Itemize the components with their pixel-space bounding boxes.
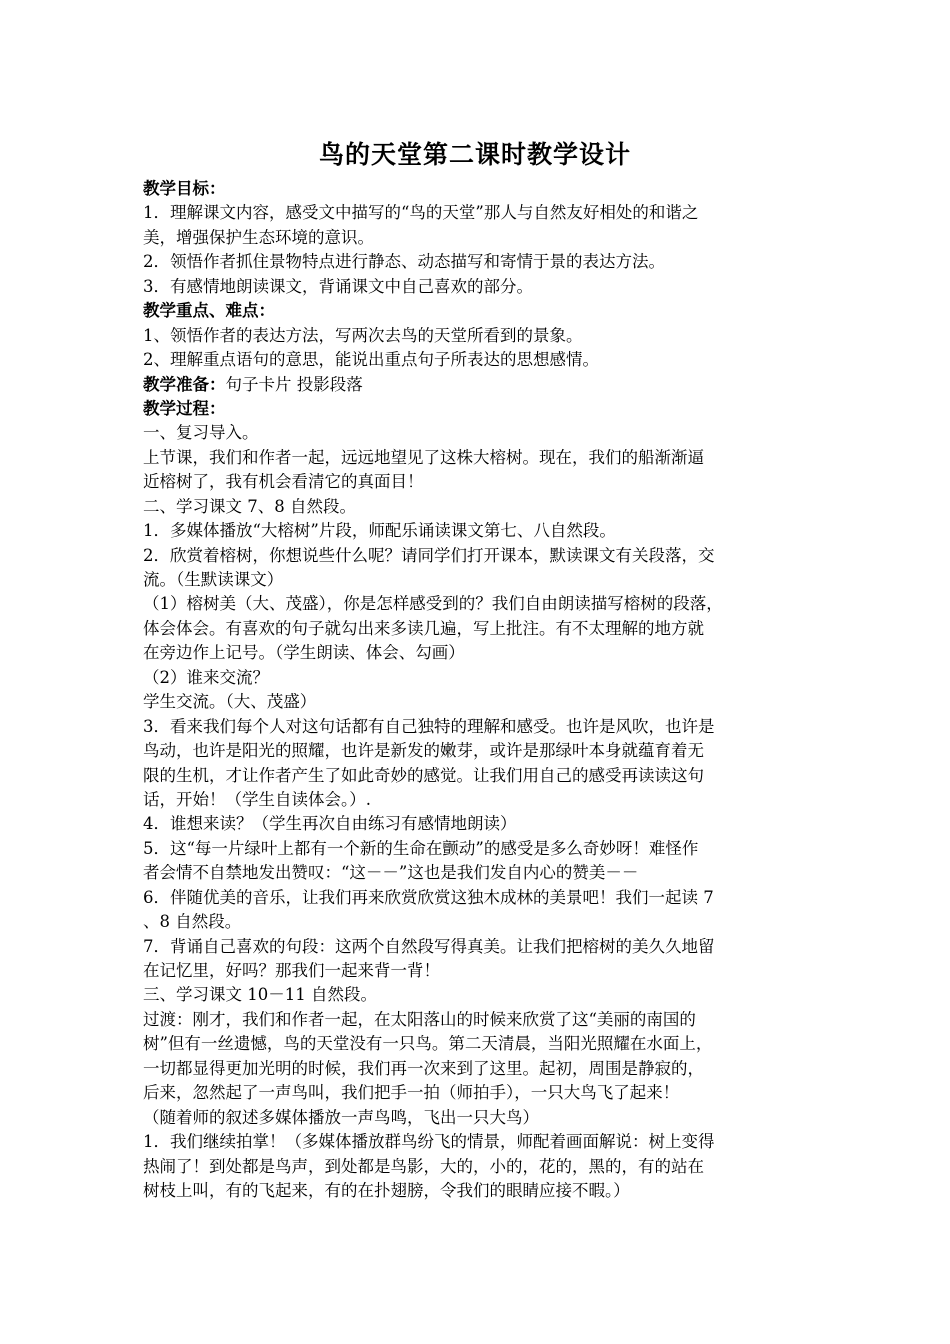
- document-body: [143, 177, 813, 1203]
- line-text: 二、学习课文 7、8 自然段。: [143, 496, 356, 516]
- line-text: 3．看来我们每个人对这句话都有自己独特的理解和感受。也许是风吹，也许是: [143, 716, 715, 736]
- text-line: [143, 324, 813, 348]
- text-line: [143, 544, 813, 568]
- line-text: 一切都显得更加光明的时候，我们再一次来到了这里。起初，周围是静寂的，: [143, 1058, 704, 1078]
- section-heading: 教学目标：: [143, 179, 226, 198]
- text-line: [143, 1106, 813, 1130]
- line-text: 1．理解课文内容，感受文中描写的“鸟的天堂”那人与自然友好相处的和谐之: [143, 203, 699, 223]
- text-line: [143, 592, 813, 616]
- text-line: [143, 226, 813, 250]
- text-line: [143, 983, 813, 1007]
- text-line: [143, 519, 813, 543]
- line-text: 4．谁想来读？（学生再次自由练习有感情地朗读）: [143, 814, 517, 834]
- line-text: 树枝上叫，有的飞起来，有的在扑翅膀，令我们的眼睛应接不暇。）: [143, 1180, 630, 1200]
- text-line: [143, 739, 813, 763]
- text-line: [143, 715, 813, 739]
- text-line: [143, 690, 813, 714]
- section-heading: 教学准备：: [143, 374, 226, 394]
- text-line: [143, 1155, 813, 1179]
- text-line: [143, 373, 813, 397]
- line-text: 3．有感情地朗读课文，背诵课文中自己喜欢的部分。: [143, 276, 533, 296]
- text-line: [143, 837, 813, 861]
- text-line: [143, 421, 813, 445]
- line-text: 限的生机，才让作者产生了如此奇妙的感觉。让我们用自己的感受再读读这句: [143, 765, 704, 785]
- line-text: 6．伴随优美的音乐，让我们再来欣赏欣赏这独木成林的美景吧！我们一起读 7: [143, 887, 714, 907]
- line-text: 三、学习课文 10－11 自然段。: [143, 985, 377, 1005]
- line-text: 一、复习导入。: [143, 423, 259, 443]
- text-line: [143, 348, 813, 372]
- line-text: 鸟动，也许是阳光的照耀，也许是新发的嫩芽，或许是那绿叶本身就蕴育着无: [143, 741, 704, 761]
- page-title: 鸟的天堂第二课时教学设计: [318, 140, 631, 169]
- text-line: [143, 495, 813, 519]
- line-text: （2）谁来交流？: [143, 667, 269, 687]
- line-text: 2．领悟作者抓住景物特点进行静态、动态描写和寄情于景的表达方法。: [143, 252, 665, 272]
- line-text: 体会体会。有喜欢的句子就勾出来多读几遍，写上批注。有不太理解的地方就: [143, 618, 704, 638]
- text-line: [143, 250, 813, 274]
- line-text: （随着师的叙述多媒体播放一声鸟鸣，飞出一只大鸟）: [143, 1107, 539, 1127]
- text-line: [143, 470, 813, 494]
- line-text: 2．欣赏着榕树，你想说些什么呢？请同学们打开课本，默读课文有关段落，交: [143, 545, 715, 565]
- section-heading: 教学过程：: [143, 398, 226, 418]
- text-line: [143, 812, 813, 836]
- line-text: 在旁边作上记号。（学生朗读、体会、勾画）: [143, 643, 465, 663]
- line-text: 1、领悟作者的表达方法，写两次去鸟的天堂所看到的景象。: [143, 325, 583, 345]
- text-line: [143, 397, 813, 421]
- text-line: [143, 641, 813, 665]
- line-text: 7．背诵自己喜欢的句段：这两个自然段写得真美。让我们把榕树的美久久地留: [143, 936, 715, 956]
- text-line: [143, 1008, 813, 1032]
- text-line: [143, 446, 813, 470]
- text-line: [143, 177, 813, 201]
- line-text: 5．这“每一片绿叶上都有一个新的生命在颤动”的感受是多么奇妙呀！难怪作: [143, 838, 699, 858]
- text-line: [143, 299, 813, 323]
- text-line: [143, 617, 813, 641]
- line-text: 学生交流。（大、茂盛）: [143, 692, 317, 712]
- text-line: [143, 1032, 813, 1056]
- text-line: [143, 1179, 813, 1203]
- line-text: 1．我们继续拍掌！（多媒体播放群鸟纷飞的情景，师配着画面解说：树上变得: [143, 1132, 715, 1152]
- line-text: 上节课，我们和作者一起，远远地望见了这株大榕树。现在，我们的船渐渐逼: [143, 447, 704, 467]
- line-text: 美，增强保护生态环境的意识。: [143, 227, 374, 247]
- text-line: [143, 886, 813, 910]
- line-text: 热闹了！到处都是鸟声，到处都是鸟影，大的，小的，花的，黑的，有的站在: [143, 1156, 704, 1176]
- line-text: 、8 自然段。: [143, 912, 242, 932]
- text-line: [143, 764, 813, 788]
- text-line: [143, 861, 813, 885]
- section-heading: 教学重点、难点：: [143, 301, 275, 321]
- line-text: 2、理解重点语句的意思，能说出重点句子所表达的思想感情。: [143, 350, 599, 370]
- text-line: [143, 788, 813, 812]
- text-line: [143, 910, 813, 934]
- line-text: 后来，忽然起了一声鸟叫，我们把手一拍（师拍手），一只大鸟飞了起来！: [143, 1083, 680, 1103]
- text-line: [143, 935, 813, 959]
- line-text: 树”但有一丝遗憾，鸟的天堂没有一只鸟。第二天清晨，当阳光照耀在水面上，: [143, 1034, 713, 1054]
- text-line: [143, 959, 813, 983]
- line-text: 话，开始！（学生自读体会。）.: [143, 789, 371, 809]
- text-line: [143, 568, 813, 592]
- line-text: （1）榕树美（大、茂盛），你是怎样感受到的？我们自由朗读描写榕树的段落，: [143, 594, 723, 614]
- text-line: [143, 666, 813, 690]
- text-line: [143, 1057, 813, 1081]
- line-text: 流。（生默读课文）: [143, 570, 284, 589]
- line-text: 过渡：刚才，我们和作者一起，在太阳落山的时候来欣赏了这“美丽的南国的: [143, 1009, 696, 1029]
- text-line: [143, 1081, 813, 1105]
- text-line: [143, 201, 813, 225]
- line-text: 在记忆里，好吗？那我们一起来背一背！: [143, 961, 440, 980]
- line-text: 近榕树了，我有机会看清它的真面目！: [143, 472, 424, 492]
- line-text: 者会情不自禁地发出赞叹：“这－－”这也是我们发自内心的赞美－－: [143, 863, 639, 883]
- line-text: 句子卡片 投影段落: [225, 374, 363, 394]
- text-line: [143, 275, 813, 299]
- text-line: [143, 1130, 813, 1154]
- line-text: 1．多媒体播放“大榕树”片段，师配乐诵读课文第七、八自然段。: [143, 521, 616, 541]
